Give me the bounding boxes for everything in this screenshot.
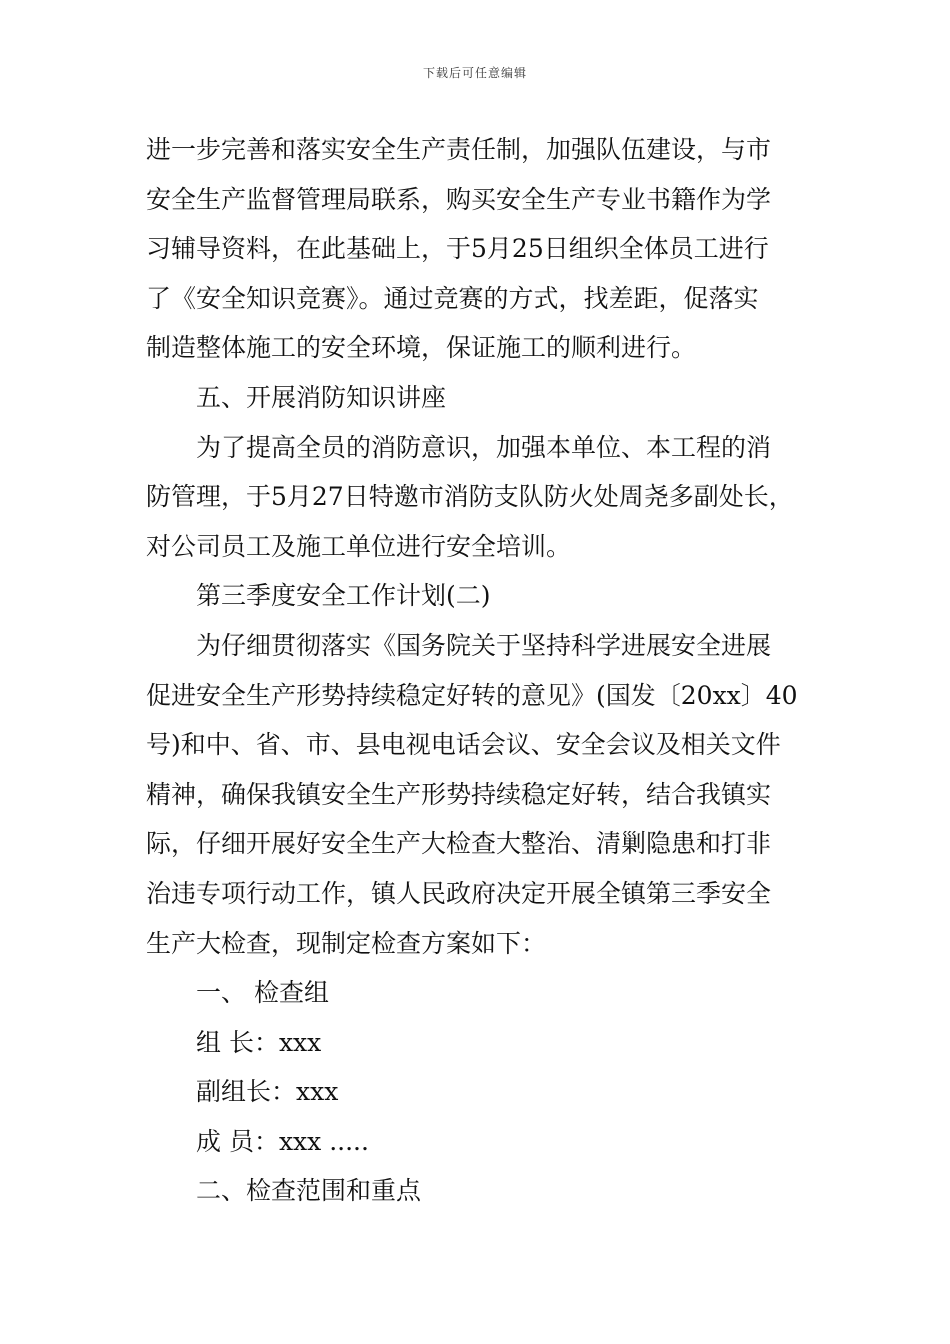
text-line: 安全生产监督管理局联系，购买安全生产专业书籍作为学 [146,184,772,214]
section-title: 第三季度安全工作计划(二) [196,581,491,611]
text-line: 防管理，于5月27日特邀市消防支队防火处周尧多副处长， [146,482,794,512]
document-body [146,125,826,1216]
page-header: 下载后可任意编辑 [422,66,527,80]
section-heading: 二、检查范围和重点 [196,1176,422,1206]
text-line: 生产大检查，现制定检查方案如下： [146,928,547,958]
list-item: 组 长：xxx [196,1027,322,1057]
text-line: 了《安全知识竞赛》。通过竞赛的方式，找差距，促落实 [146,283,759,313]
text-line: 制造整体施工的安全环境，保证施工的顺利进行。 [146,333,697,363]
text-line: 促进安全生产形势持续稳定好转的意见》(国发〔20xx〕40 [146,680,798,710]
text-line: 对公司员工及施工单位进行安全培训。 [146,531,572,561]
text-line: 为了提高全员的消防意识，加强本单位、本工程的消 [196,432,772,462]
text-line: 进一步完善和落实安全生产责任制，加强队伍建设，与市 [146,135,772,164]
text-line: 为仔细贯彻落实《国务院关于坚持科学进展安全进展 [196,630,772,660]
text-line: 精神，确保我镇安全生产形势持续稳定好转，结合我镇实 [146,779,772,809]
section-heading: 一、 检查组 [196,978,329,1008]
text-line: 际，仔细开展好安全生产大检查大整治、清剿隐患和打非 [146,829,772,859]
text-line: 号)和中、省、市、县电视电话会议、安全会议及相关文件 [146,730,781,760]
text-line: 习辅导资料，在此基础上，于5月25日组织全体员工进行 [146,234,769,264]
list-item: 成 员：xxx ..... [196,1126,369,1156]
list-item: 副组长：xxx [196,1077,339,1107]
section-heading: 五、开展消防知识讲座 [196,382,447,412]
text-line: 治违专项行动工作，镇人民政府决定开展全镇第三季安全 [146,878,772,908]
